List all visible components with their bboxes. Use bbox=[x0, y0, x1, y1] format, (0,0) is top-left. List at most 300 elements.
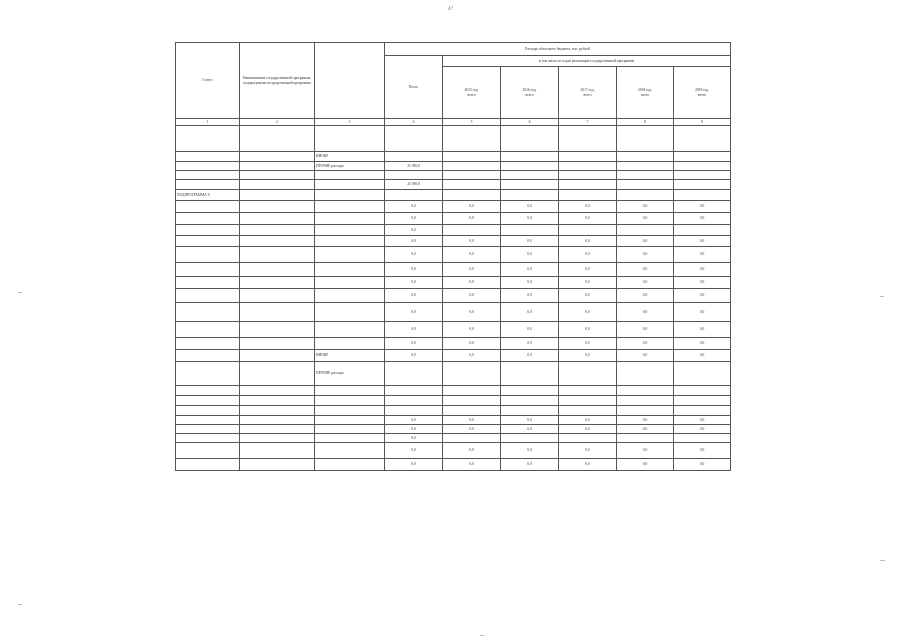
scan-mark bbox=[480, 635, 484, 636]
table-row bbox=[176, 416, 731, 425]
cell-year-value: 0,0 bbox=[559, 350, 617, 362]
cell-status bbox=[176, 236, 240, 247]
table-row bbox=[176, 338, 731, 350]
cell-program-name bbox=[240, 162, 315, 171]
cell-year-value bbox=[443, 180, 501, 190]
cell-status bbox=[176, 386, 240, 396]
cell-total: 0,0 bbox=[385, 236, 443, 247]
header-total: Всего bbox=[385, 56, 443, 119]
header-year bbox=[443, 67, 501, 119]
cell-year-value: 0,0 bbox=[559, 322, 617, 338]
header-year bbox=[617, 67, 674, 119]
cell-year-value: 0,0 bbox=[617, 277, 674, 289]
cell-year-value: 0,0 bbox=[501, 416, 559, 425]
cell-year-value bbox=[443, 126, 501, 152]
cell-year-value: 0,0 bbox=[559, 236, 617, 247]
cell-total: 0,0 bbox=[385, 213, 443, 225]
cell-indicator bbox=[315, 171, 385, 180]
cell-indicator bbox=[315, 338, 385, 350]
cell-year-value: 0,0 bbox=[443, 416, 501, 425]
cell-year-value: 0,0 bbox=[559, 247, 617, 263]
cell-program-name bbox=[240, 236, 315, 247]
header-year bbox=[674, 67, 731, 119]
cell-indicator bbox=[315, 190, 385, 201]
cell-year-value: 0,0 bbox=[617, 289, 674, 303]
cell-total: 0,0 bbox=[385, 434, 443, 443]
cell-total: 25 390,8 bbox=[385, 180, 443, 190]
cell-year-value: 0,0 bbox=[674, 263, 731, 277]
table-row bbox=[176, 225, 731, 236]
cell-year-value bbox=[559, 171, 617, 180]
cell-year-value bbox=[559, 396, 617, 406]
cell-year-value bbox=[617, 152, 674, 162]
cell-status bbox=[176, 459, 240, 471]
cell-total: 0,0 bbox=[385, 425, 443, 434]
cell-status bbox=[176, 303, 240, 322]
cell-year-value: 0,0 bbox=[443, 201, 501, 213]
cell-program-name bbox=[240, 425, 315, 434]
cell-year-value: 0,0 bbox=[443, 350, 501, 362]
header-year bbox=[559, 67, 617, 119]
cell-status bbox=[176, 396, 240, 406]
cell-program-name bbox=[240, 180, 315, 190]
cell-program-name bbox=[240, 406, 315, 416]
cell-year-value bbox=[559, 190, 617, 201]
cell-program-name bbox=[240, 152, 315, 162]
cell-year-value bbox=[617, 396, 674, 406]
cell-total: 0,0 bbox=[385, 350, 443, 362]
cell-program-name bbox=[240, 396, 315, 406]
cell-year-value bbox=[443, 190, 501, 201]
cell-year-value bbox=[501, 126, 559, 152]
cell-year-value: 0,0 bbox=[617, 303, 674, 322]
cell-year-value: 0,0 bbox=[559, 416, 617, 425]
cell-total: 0,0 bbox=[385, 263, 443, 277]
cell-year-value: 0,0 bbox=[674, 247, 731, 263]
cell-year-value bbox=[501, 396, 559, 406]
cell-status bbox=[176, 362, 240, 386]
cell-program-name bbox=[240, 289, 315, 303]
cell-year-value bbox=[617, 386, 674, 396]
cell-total bbox=[385, 362, 443, 386]
cell-year-value bbox=[617, 406, 674, 416]
cell-year-value: 0,0 bbox=[674, 236, 731, 247]
table-row bbox=[176, 362, 731, 386]
header-year-label: 2015 год, bbox=[464, 88, 479, 93]
cell-year-value bbox=[501, 362, 559, 386]
cell-year-value bbox=[559, 225, 617, 236]
table-row bbox=[176, 263, 731, 277]
cell-year-value: 0,0 bbox=[501, 443, 559, 459]
column-number: 3 bbox=[315, 119, 385, 126]
cell-year-value: 0,0 bbox=[674, 425, 731, 434]
cell-program-name bbox=[240, 443, 315, 459]
cell-year-value: 0,0 bbox=[443, 338, 501, 350]
cell-status bbox=[176, 126, 240, 152]
cell-year-value: 0,0 bbox=[501, 277, 559, 289]
header-year-sub: всего bbox=[525, 92, 534, 97]
cell-program-name bbox=[240, 322, 315, 338]
cell-indicator bbox=[315, 263, 385, 277]
cell-total bbox=[385, 406, 443, 416]
table-row bbox=[176, 236, 731, 247]
cell-indicator bbox=[315, 416, 385, 425]
cell-program-name bbox=[240, 126, 315, 152]
cell-year-value bbox=[674, 190, 731, 201]
scan-mark bbox=[18, 604, 22, 605]
table-row bbox=[176, 434, 731, 443]
cell-status bbox=[176, 171, 240, 180]
cell-year-value bbox=[617, 171, 674, 180]
cell-indicator: НИОКР bbox=[315, 152, 385, 162]
table-row bbox=[176, 171, 731, 180]
cell-year-value: 0,0 bbox=[559, 277, 617, 289]
cell-status: ПОДПРОГРАММА 6 bbox=[176, 190, 240, 201]
cell-year-value bbox=[559, 180, 617, 190]
cell-year-value: 0,0 bbox=[617, 416, 674, 425]
cell-year-value bbox=[443, 162, 501, 171]
cell-year-value bbox=[559, 434, 617, 443]
cell-year-value: 0,0 bbox=[443, 247, 501, 263]
cell-status bbox=[176, 225, 240, 236]
cell-status bbox=[176, 180, 240, 190]
cell-year-value: 0,0 bbox=[443, 322, 501, 338]
cell-year-value: 0,0 bbox=[674, 459, 731, 471]
table-row bbox=[176, 152, 731, 162]
cell-indicator bbox=[315, 247, 385, 263]
cell-total: 25 390,8 bbox=[385, 162, 443, 171]
table-row bbox=[176, 277, 731, 289]
cell-year-value bbox=[617, 362, 674, 386]
cell-status bbox=[176, 322, 240, 338]
cell-indicator bbox=[315, 126, 385, 152]
table-row bbox=[176, 386, 731, 396]
cell-program-name bbox=[240, 201, 315, 213]
cell-program-name bbox=[240, 350, 315, 362]
cell-year-value: 0,0 bbox=[559, 338, 617, 350]
cell-program-name bbox=[240, 263, 315, 277]
cell-status bbox=[176, 152, 240, 162]
cell-status bbox=[176, 425, 240, 434]
cell-year-value bbox=[501, 406, 559, 416]
cell-year-value bbox=[674, 171, 731, 180]
cell-total bbox=[385, 386, 443, 396]
cell-program-name bbox=[240, 459, 315, 471]
header-year-sub: всего bbox=[467, 92, 476, 97]
cell-indicator bbox=[315, 277, 385, 289]
cell-indicator: НИОКР bbox=[315, 350, 385, 362]
cell-indicator bbox=[315, 443, 385, 459]
cell-total: 0,0 bbox=[385, 201, 443, 213]
cell-indicator bbox=[315, 289, 385, 303]
table-row bbox=[176, 303, 731, 322]
cell-year-value bbox=[443, 171, 501, 180]
column-number: 9 bbox=[674, 119, 731, 126]
cell-year-value: 0,0 bbox=[674, 201, 731, 213]
header-program-name: Наименование государственной программы, подпрограммы государственной программы bbox=[240, 43, 315, 119]
cell-year-value: 0,0 bbox=[501, 425, 559, 434]
header-year bbox=[501, 67, 559, 119]
cell-year-value: 0,0 bbox=[617, 236, 674, 247]
cell-indicator: ПРОЧИЕ расходы bbox=[315, 162, 385, 171]
cell-status bbox=[176, 350, 240, 362]
cell-indicator: ПРОЧИЕ расходы bbox=[315, 362, 385, 386]
cell-total: 0,0 bbox=[385, 225, 443, 236]
cell-year-value: 0,0 bbox=[501, 247, 559, 263]
cell-status bbox=[176, 406, 240, 416]
cell-year-value: 0,0 bbox=[501, 338, 559, 350]
table-row bbox=[176, 180, 731, 190]
cell-year-value bbox=[674, 162, 731, 171]
cell-year-value: 0,0 bbox=[674, 322, 731, 338]
cell-year-value bbox=[674, 225, 731, 236]
header-year-label: 2016 год, bbox=[522, 88, 537, 93]
table-row bbox=[176, 322, 731, 338]
cell-year-value bbox=[674, 126, 731, 152]
cell-status bbox=[176, 213, 240, 225]
cell-year-value bbox=[443, 406, 501, 416]
cell-year-value: 0,0 bbox=[501, 263, 559, 277]
cell-year-value: 0,0 bbox=[501, 350, 559, 362]
cell-year-value bbox=[617, 190, 674, 201]
cell-year-value bbox=[501, 171, 559, 180]
cell-year-value: 0,0 bbox=[559, 303, 617, 322]
cell-year-value: 0,0 bbox=[501, 236, 559, 247]
table-row bbox=[176, 406, 731, 416]
cell-program-name bbox=[240, 213, 315, 225]
cell-year-value: 0,0 bbox=[501, 459, 559, 471]
cell-year-value: 0,0 bbox=[674, 350, 731, 362]
cell-year-value: 0,0 bbox=[443, 213, 501, 225]
cell-year-value bbox=[443, 152, 501, 162]
cell-indicator bbox=[315, 236, 385, 247]
cell-indicator bbox=[315, 213, 385, 225]
scan-mark bbox=[880, 296, 884, 297]
cell-year-value: 0,0 bbox=[559, 289, 617, 303]
cell-year-value bbox=[559, 126, 617, 152]
column-number: 4 bbox=[385, 119, 443, 126]
cell-year-value bbox=[501, 225, 559, 236]
cell-year-value bbox=[443, 362, 501, 386]
cell-indicator bbox=[315, 396, 385, 406]
cell-total: 0,0 bbox=[385, 416, 443, 425]
cell-indicator bbox=[315, 322, 385, 338]
table-row bbox=[176, 289, 731, 303]
cell-total: 0,0 bbox=[385, 338, 443, 350]
cell-indicator bbox=[315, 386, 385, 396]
cell-year-value: 0,0 bbox=[501, 303, 559, 322]
cell-year-value: 0,0 bbox=[443, 459, 501, 471]
cell-year-value: 0,0 bbox=[443, 236, 501, 247]
cell-year-value: 0,0 bbox=[617, 338, 674, 350]
cell-total bbox=[385, 126, 443, 152]
cell-indicator bbox=[315, 201, 385, 213]
column-number: 7 bbox=[559, 119, 617, 126]
cell-total bbox=[385, 190, 443, 201]
cell-year-value: 0,0 bbox=[559, 459, 617, 471]
cell-program-name bbox=[240, 190, 315, 201]
cell-year-value bbox=[674, 386, 731, 396]
cell-year-value: 0,0 bbox=[443, 425, 501, 434]
cell-indicator bbox=[315, 434, 385, 443]
cell-year-value bbox=[501, 434, 559, 443]
cell-year-value: 0,0 bbox=[617, 350, 674, 362]
cell-year-value bbox=[559, 152, 617, 162]
cell-total bbox=[385, 171, 443, 180]
cell-year-value: 0,0 bbox=[559, 201, 617, 213]
cell-year-value: 0,0 bbox=[617, 247, 674, 263]
cell-indicator bbox=[315, 180, 385, 190]
cell-year-value: 0,0 bbox=[443, 289, 501, 303]
cell-status bbox=[176, 289, 240, 303]
cell-year-value: 0,0 bbox=[674, 277, 731, 289]
scan-mark bbox=[880, 560, 885, 561]
column-number: 2 bbox=[240, 119, 315, 126]
cell-total bbox=[385, 396, 443, 406]
cell-total: 0,0 bbox=[385, 289, 443, 303]
table-row bbox=[176, 247, 731, 263]
cell-year-value bbox=[443, 386, 501, 396]
cell-year-value bbox=[617, 126, 674, 152]
header-year-label: 2019 год, bbox=[695, 88, 709, 93]
cell-year-value: 0,0 bbox=[617, 213, 674, 225]
cell-status bbox=[176, 201, 240, 213]
column-number: 1 bbox=[176, 119, 240, 126]
header-year-label: 2017 год, bbox=[580, 88, 595, 93]
cell-year-value bbox=[674, 406, 731, 416]
cell-year-value bbox=[443, 396, 501, 406]
cell-year-value: 0,0 bbox=[674, 303, 731, 322]
table-row bbox=[176, 201, 731, 213]
cell-status bbox=[176, 443, 240, 459]
cell-year-value: 0,0 bbox=[674, 443, 731, 459]
cell-year-value bbox=[617, 162, 674, 171]
cell-year-value bbox=[443, 434, 501, 443]
budget-table bbox=[175, 42, 731, 471]
cell-program-name bbox=[240, 303, 315, 322]
cell-year-value bbox=[443, 225, 501, 236]
cell-year-value bbox=[674, 362, 731, 386]
cell-program-name bbox=[240, 338, 315, 350]
cell-program-name bbox=[240, 434, 315, 443]
cell-indicator bbox=[315, 459, 385, 471]
table-row bbox=[176, 443, 731, 459]
cell-total: 0,0 bbox=[385, 303, 443, 322]
cell-year-value: 0,0 bbox=[674, 338, 731, 350]
cell-year-value: 0,0 bbox=[443, 263, 501, 277]
cell-year-value bbox=[501, 190, 559, 201]
header-subgroup: в том числе по годам реализации государственной программы bbox=[443, 56, 731, 67]
cell-year-value bbox=[617, 225, 674, 236]
cell-status bbox=[176, 416, 240, 425]
header-indicator bbox=[315, 43, 385, 119]
table-row bbox=[176, 396, 731, 406]
cell-program-name bbox=[240, 386, 315, 396]
table-row bbox=[176, 213, 731, 225]
cell-year-value: 0,0 bbox=[443, 443, 501, 459]
cell-year-value bbox=[674, 152, 731, 162]
cell-year-value bbox=[617, 434, 674, 443]
cell-year-value: 0,0 bbox=[443, 303, 501, 322]
header-year-sub: всего bbox=[697, 92, 707, 97]
cell-year-value bbox=[559, 162, 617, 171]
cell-status bbox=[176, 277, 240, 289]
cell-year-value bbox=[501, 180, 559, 190]
cell-program-name bbox=[240, 225, 315, 236]
cell-total: 0,0 bbox=[385, 277, 443, 289]
cell-year-value bbox=[559, 406, 617, 416]
cell-year-value: 0,0 bbox=[501, 201, 559, 213]
cell-year-value: 0,0 bbox=[617, 322, 674, 338]
column-number: 5 bbox=[443, 119, 501, 126]
header-status: Статус bbox=[176, 43, 240, 119]
table-row bbox=[176, 162, 731, 171]
cell-year-value: 0,0 bbox=[617, 263, 674, 277]
cell-year-value: 0,0 bbox=[559, 443, 617, 459]
cell-year-value bbox=[674, 396, 731, 406]
cell-year-value: 0,0 bbox=[501, 289, 559, 303]
cell-year-value: 0,0 bbox=[501, 322, 559, 338]
table-row bbox=[176, 190, 731, 201]
cell-total: 0,0 bbox=[385, 247, 443, 263]
cell-indicator bbox=[315, 425, 385, 434]
header-year-label: 2018 год, bbox=[638, 88, 652, 93]
cell-status bbox=[176, 247, 240, 263]
cell-year-value: 0,0 bbox=[443, 277, 501, 289]
cell-year-value bbox=[617, 180, 674, 190]
cell-year-value bbox=[501, 152, 559, 162]
cell-year-value bbox=[674, 434, 731, 443]
cell-status bbox=[176, 263, 240, 277]
cell-year-value: 0,0 bbox=[674, 213, 731, 225]
cell-total: 0,0 bbox=[385, 459, 443, 471]
header-year-sub: всего bbox=[640, 92, 650, 97]
table-row bbox=[176, 459, 731, 471]
cell-program-name bbox=[240, 416, 315, 425]
cell-year-value bbox=[559, 386, 617, 396]
cell-program-name bbox=[240, 277, 315, 289]
cell-year-value: 0,0 bbox=[501, 213, 559, 225]
cell-indicator bbox=[315, 303, 385, 322]
table-row bbox=[176, 425, 731, 434]
cell-total bbox=[385, 152, 443, 162]
cell-status bbox=[176, 338, 240, 350]
cell-year-value: 0,0 bbox=[617, 459, 674, 471]
cell-total: 0,0 bbox=[385, 322, 443, 338]
cell-program-name bbox=[240, 362, 315, 386]
cell-year-value: 0,0 bbox=[674, 289, 731, 303]
cell-program-name bbox=[240, 171, 315, 180]
table-row bbox=[176, 126, 731, 152]
header-budget-group: Расходы областного бюджета, тыс. рублей bbox=[385, 43, 731, 56]
cell-year-value: 0,0 bbox=[617, 201, 674, 213]
cell-year-value: 0,0 bbox=[559, 425, 617, 434]
column-number: 6 bbox=[501, 119, 559, 126]
cell-program-name bbox=[240, 247, 315, 263]
cell-year-value bbox=[674, 180, 731, 190]
cell-year-value: 0,0 bbox=[617, 425, 674, 434]
cell-year-value: 0,0 bbox=[559, 213, 617, 225]
cell-year-value: 0,0 bbox=[674, 416, 731, 425]
page-number: 47 bbox=[448, 7, 453, 12]
cell-total: 0,0 bbox=[385, 443, 443, 459]
cell-status bbox=[176, 162, 240, 171]
cell-year-value bbox=[559, 362, 617, 386]
cell-status bbox=[176, 434, 240, 443]
column-number: 8 bbox=[617, 119, 674, 126]
cell-year-value bbox=[501, 162, 559, 171]
scan-mark bbox=[18, 292, 22, 293]
